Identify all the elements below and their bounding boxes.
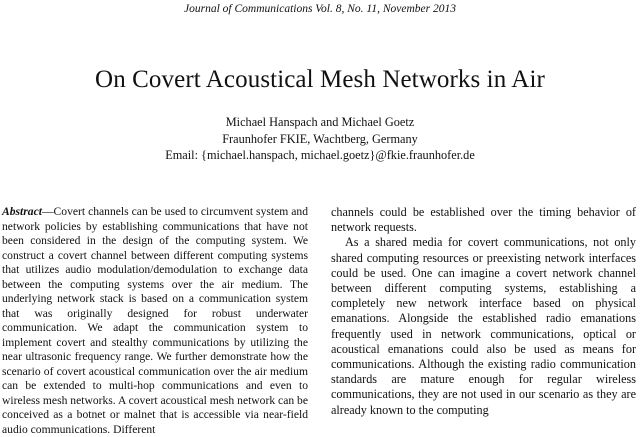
journal-header: Journal of Communications Vol. 8, No. 11, November 2013 (184, 3, 456, 15)
author-block (0, 114, 640, 164)
abstract-dash: — (41, 205, 54, 218)
paper-title: On Covert Acoustical Mesh Networks in Air (95, 66, 545, 93)
author-names: Michael Hanspach and Michael Goetz (225, 115, 415, 129)
author-email: Email: {michael.hanspach, michael.goetz}@fkie.fraunhofer.de (165, 148, 475, 162)
abstract-text: Covert channels can be used to circumvent system and network policies by establishing communications that have not been considered in the design of the computing system. We construct a covert channel between different computing systems that utilizes audio modulation/demodulation to exchange data between the computing systems over the air medium. The underlying network stack is based on a communication system that was originally designed for robust underwater communication. We adapt the communication system to implement covert and stealthy communications by utilizing the near ultrasonic frequency range. We further demonstrate how the scenario of covert acoustical communication over the air medium can be extended to multi-hop communications and even to wireless mesh networks. A covert acoustical mesh network can be conceived as a botnet or malnet that is accessible via near-field audio communications. Different (2, 205, 308, 436)
body-paragraph-1: channels could be established over the timing behavior of network requests. (331, 205, 636, 235)
abstract-paragraph (2, 205, 308, 437)
author-affiliation: Fraunhofer FKIE, Wachtberg, Germany (222, 131, 418, 146)
body-paragraph-2: As a shared media for covert communications, not only shared computing resources or preexisting network interfaces could be used. One can imagine a covert network channel between different computing systems, establishing a completely new network interface based on physical emanations. Alongside the established radio emanations frequently used in network communications, optical or acoustical emanations could also be used as means for communications. Although the existing radio communication standards are mature enough for regular wireless communications, they are not used in our scenario as they are already known to the computing (331, 235, 636, 417)
right-column (331, 205, 636, 418)
abstract-heading: Abstract (2, 205, 42, 218)
left-column (2, 205, 308, 437)
